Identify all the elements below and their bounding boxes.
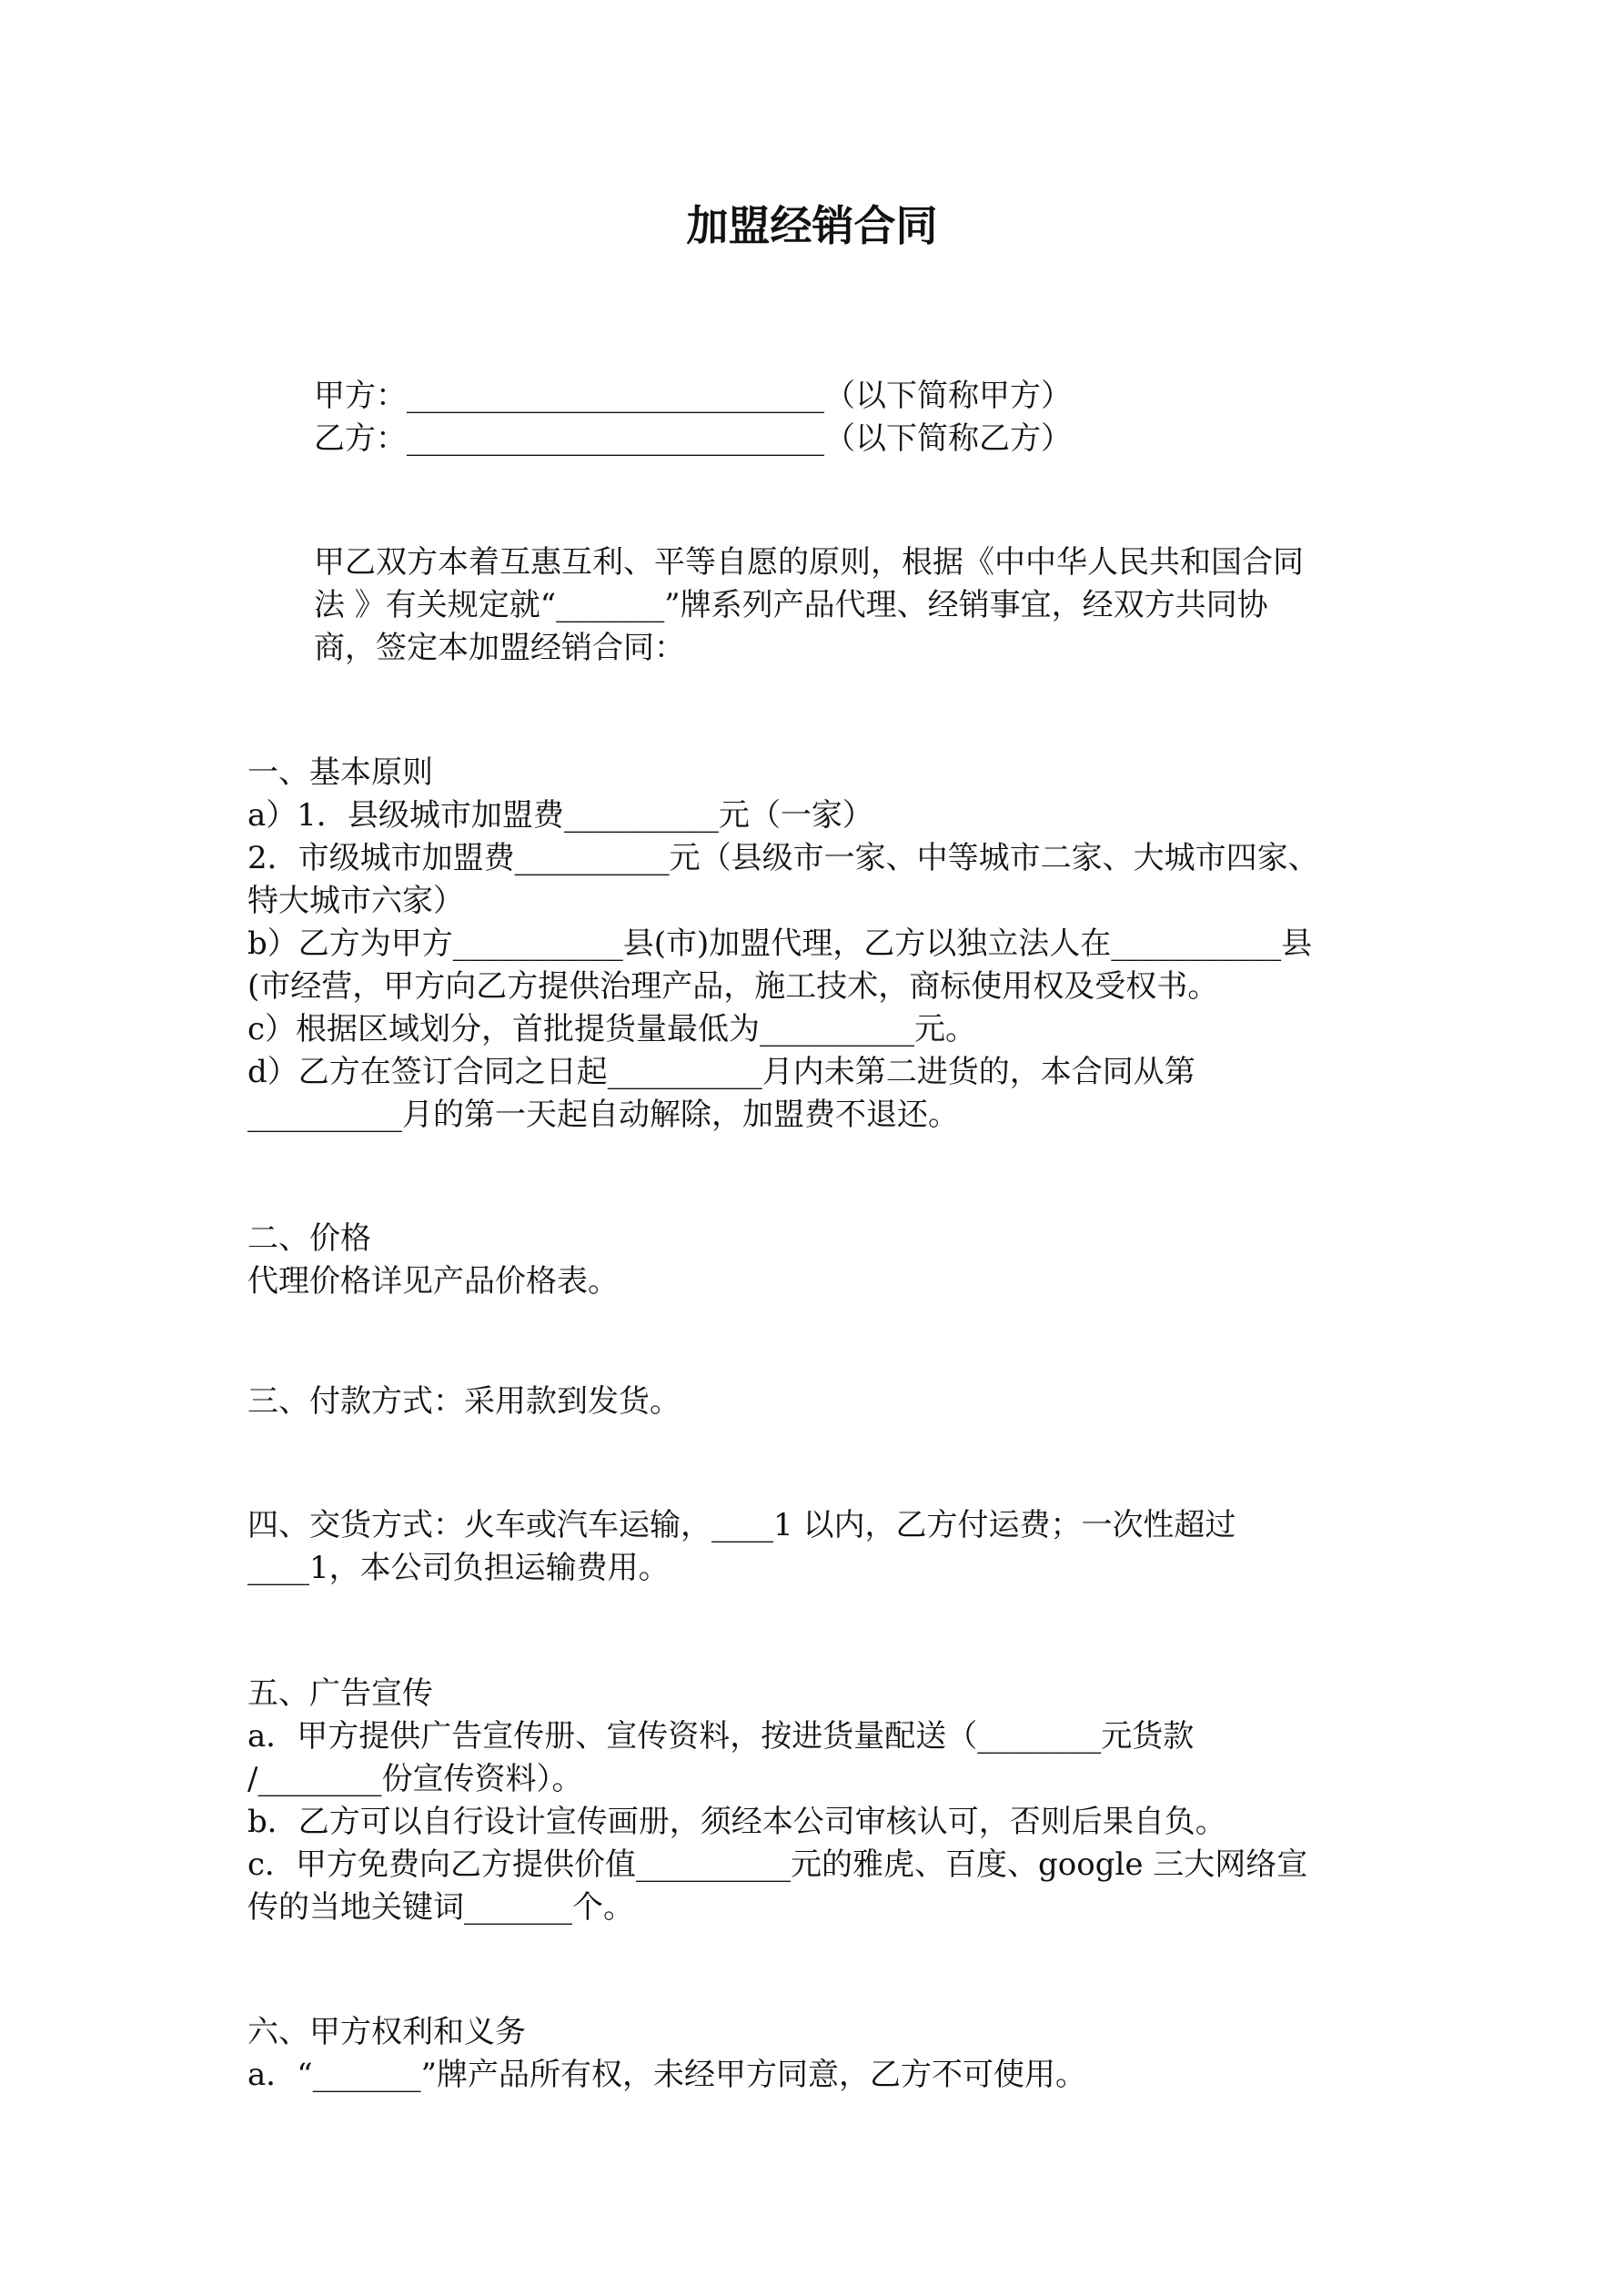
clause-line: ____1，本公司负担运输费用。 [247, 1550, 670, 1586]
section-price [247, 1218, 619, 1303]
section-basic-principles [247, 752, 1319, 1137]
party-b-line: 乙方：___________________________（以下简称乙方） [314, 420, 1072, 457]
intro-line: 甲乙双方本着互惠互利、平等自愿的原则，根据《中中华人民共和国合同 [314, 544, 1304, 581]
party-a-line: 甲方：___________________________（以下简称甲方） [314, 378, 1072, 414]
clause-line: d）乙方在签订合同之日起__________月内未第二进货的，本合同从第 [247, 1054, 1195, 1090]
section-party-a-rights [247, 2011, 1086, 2097]
clause-line: a．甲方提供广告宣传册、宣传资料，按进货量配送（________元货款 [247, 1718, 1195, 1755]
clause-line: b）乙方为甲方___________县(市)加盟代理，乙方以独立法人在___________县 [247, 925, 1313, 962]
clause-line: c．甲方免费向乙方提供价值__________元的雅虎、百度、google 三大网络宣 [247, 1846, 1308, 1883]
section-advertising [247, 1673, 1307, 1929]
intro-paragraph [314, 541, 1304, 670]
clause-line: (市经营，甲方向乙方提供治理产品，施工技术，商标使用权及受权书。 [247, 968, 1219, 1005]
clause-line: __________月的第一天起自动解除，加盟费不退还。 [247, 1097, 959, 1133]
document-title: 加盟经销合同 [686, 201, 938, 250]
clause-line: 2．市级城市加盟费__________元（县级市一家、中等城市二家、大城市四家、 [247, 840, 1319, 876]
section-heading: 六、甲方权利和义务 [247, 2014, 526, 2050]
clause-line: c）根据区域划分，首批提货量最低为__________元。 [247, 1011, 977, 1047]
clause-line: b．乙方可以自行设计宣传画册，须经本公司审核认可，否则后果自负。 [247, 1804, 1226, 1840]
clause-line: 代理价格详见产品价格表。 [247, 1263, 619, 1300]
section-payment [247, 1381, 681, 1423]
clause-line: 传的当地关键词_______个。 [247, 1889, 634, 1926]
clause-line: a）1．县级城市加盟费__________元（一家） [247, 797, 873, 834]
section-heading: 三、付款方式：采用款到发货。 [247, 1383, 681, 1420]
section-heading: 一、基本原则 [247, 754, 433, 791]
clause-line: a．“_______”牌产品所有权，未经甲方同意，乙方不可使用。 [247, 2057, 1087, 2093]
section-heading: 五、广告宣传 [247, 1675, 433, 1712]
parties-block [314, 375, 1072, 460]
intro-line: 商，签定本加盟经销合同： [314, 630, 685, 666]
intro-line: 法 》有关规定就“_______”牌系列产品代理、经销事宜，经双方共同协 [314, 587, 1268, 623]
section-delivery [247, 1504, 1236, 1590]
clause-line: /________份宣传资料）。 [247, 1761, 583, 1797]
section-heading: 四、交货方式：火车或汽车运输，____1 以内，乙方付运费；一次性超过 [247, 1507, 1236, 1543]
section-heading: 二、价格 [247, 1220, 371, 1257]
clause-line: 特大城市六家） [247, 883, 464, 919]
